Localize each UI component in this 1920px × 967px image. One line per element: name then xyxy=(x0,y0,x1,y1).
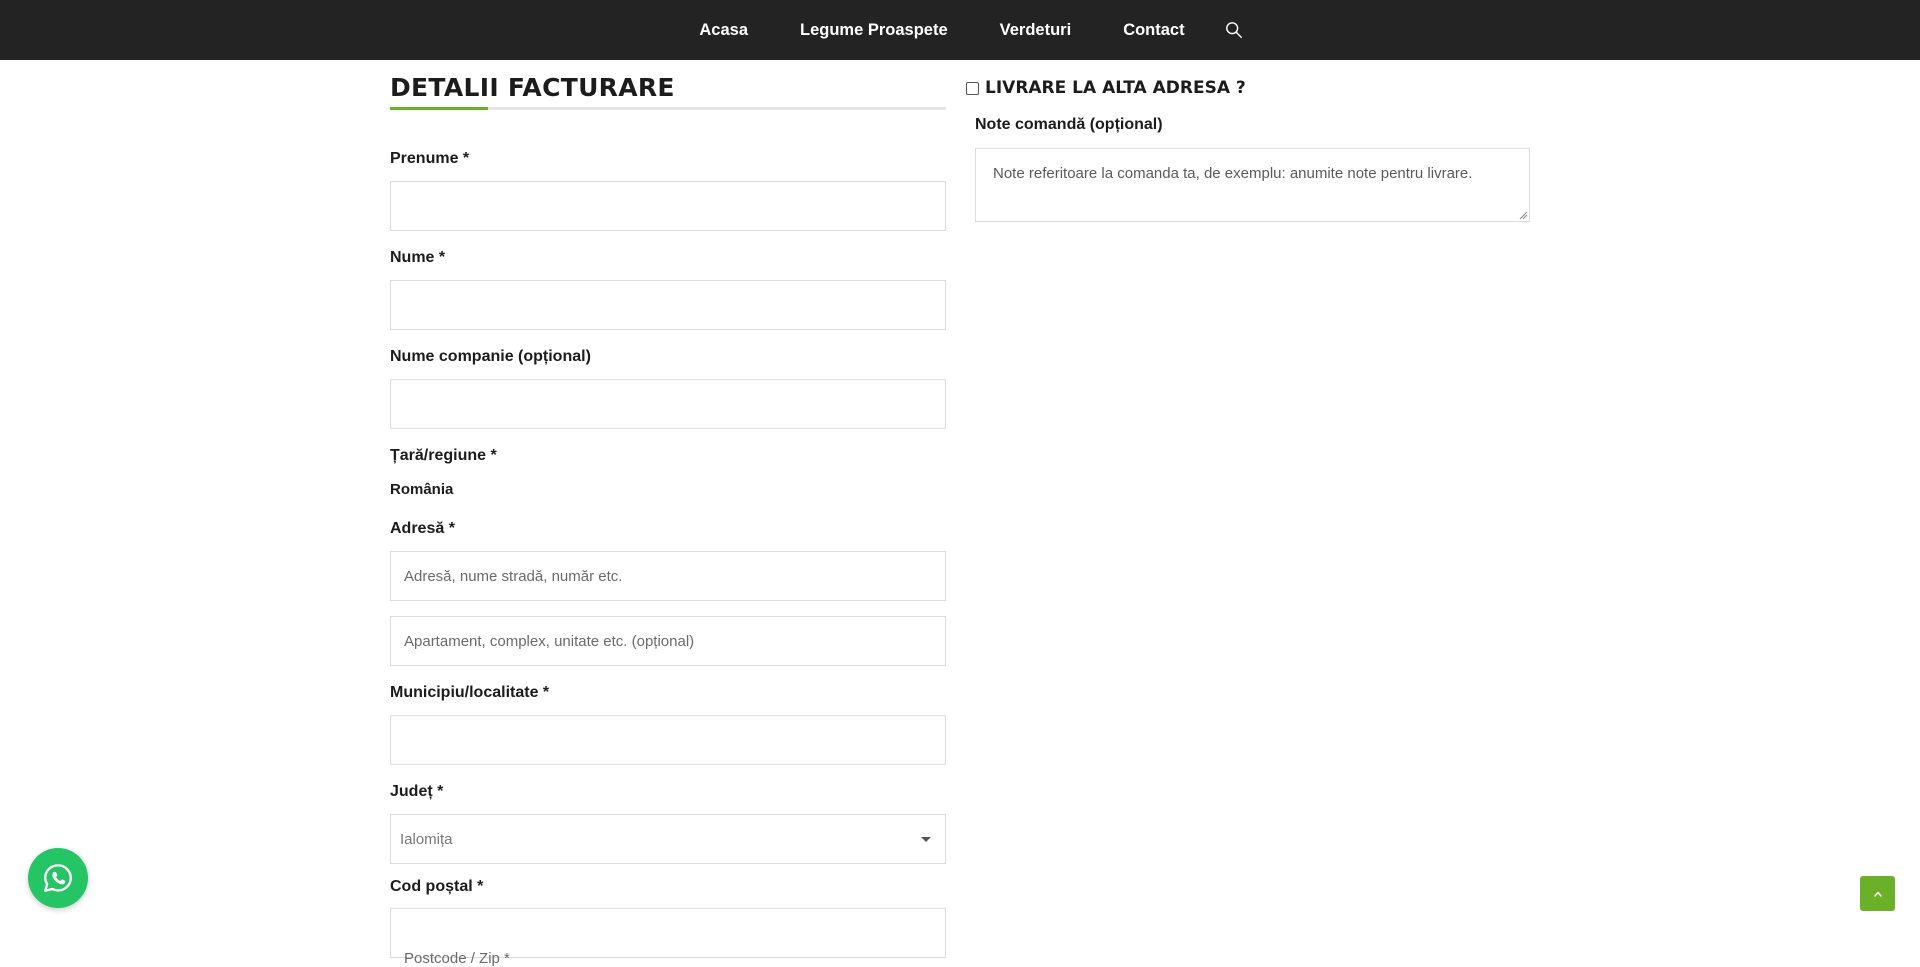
country-value: România xyxy=(390,481,454,498)
postcode-input[interactable] xyxy=(390,908,946,967)
top-nav-bar xyxy=(0,0,1920,60)
address-line1-input[interactable]: Adresă, nume stradă, număr etc. xyxy=(390,551,946,601)
first-name-input[interactable] xyxy=(390,181,946,231)
nav-item-legume-proaspete[interactable]: Legume Proaspete xyxy=(800,20,948,39)
back-to-top-button[interactable] xyxy=(1860,876,1895,911)
search-icon[interactable] xyxy=(1225,21,1243,39)
title-accent-bar xyxy=(390,107,488,110)
chevron-up-icon xyxy=(1872,888,1884,900)
city-input[interactable] xyxy=(390,715,946,765)
main-nav xyxy=(699,21,1242,40)
resize-grip-icon[interactable] xyxy=(1519,211,1527,219)
company-label: Nume companie (opțional) xyxy=(390,348,591,365)
chevron-down-icon xyxy=(921,837,931,842)
nav-item-contact[interactable]: Contact xyxy=(1123,20,1185,39)
nav-item-verdeturi[interactable]: Verdeturi xyxy=(999,20,1072,39)
billing-details-section xyxy=(390,60,946,967)
last-name-input[interactable] xyxy=(390,280,946,330)
county-select[interactable] xyxy=(390,814,946,864)
nav-item-acasa[interactable]: Acasa xyxy=(699,20,749,39)
whatsapp-icon xyxy=(41,861,75,895)
last-name-label: Nume * xyxy=(390,249,446,266)
ship-different-checkbox[interactable] xyxy=(966,82,979,95)
address-line2-input[interactable]: Apartament, complex, unitate etc. (opțional) xyxy=(390,616,946,666)
postcode-label: Cod poștal * xyxy=(390,878,484,895)
order-notes-label: Note comandă (opțional) xyxy=(975,116,1163,133)
country-label: Țară/regiune * xyxy=(390,447,497,464)
county-label: Județ * xyxy=(390,783,444,800)
city-label: Municipiu/localitate * xyxy=(390,684,550,701)
order-notes-placeholder: Note referitoare la comanda ta, de exemplu: anumite note pentru livrare. xyxy=(993,165,1473,182)
title-underline xyxy=(390,107,946,110)
ship-different-row xyxy=(966,78,1246,98)
address-label: Adresă * xyxy=(390,520,455,537)
company-input[interactable] xyxy=(390,379,946,429)
postcode-placeholder: Postcode / Zip * xyxy=(404,950,510,967)
billing-title: DETALII FACTURARE xyxy=(390,73,675,102)
county-selected-value: Ialomița xyxy=(400,830,453,848)
order-notes-textarea[interactable] xyxy=(975,148,1530,222)
first-name-label: Prenume * xyxy=(390,150,470,167)
ship-different-label[interactable]: LIVRARE LA ALTA ADRESA ? xyxy=(985,78,1246,98)
whatsapp-button[interactable] xyxy=(28,848,88,908)
